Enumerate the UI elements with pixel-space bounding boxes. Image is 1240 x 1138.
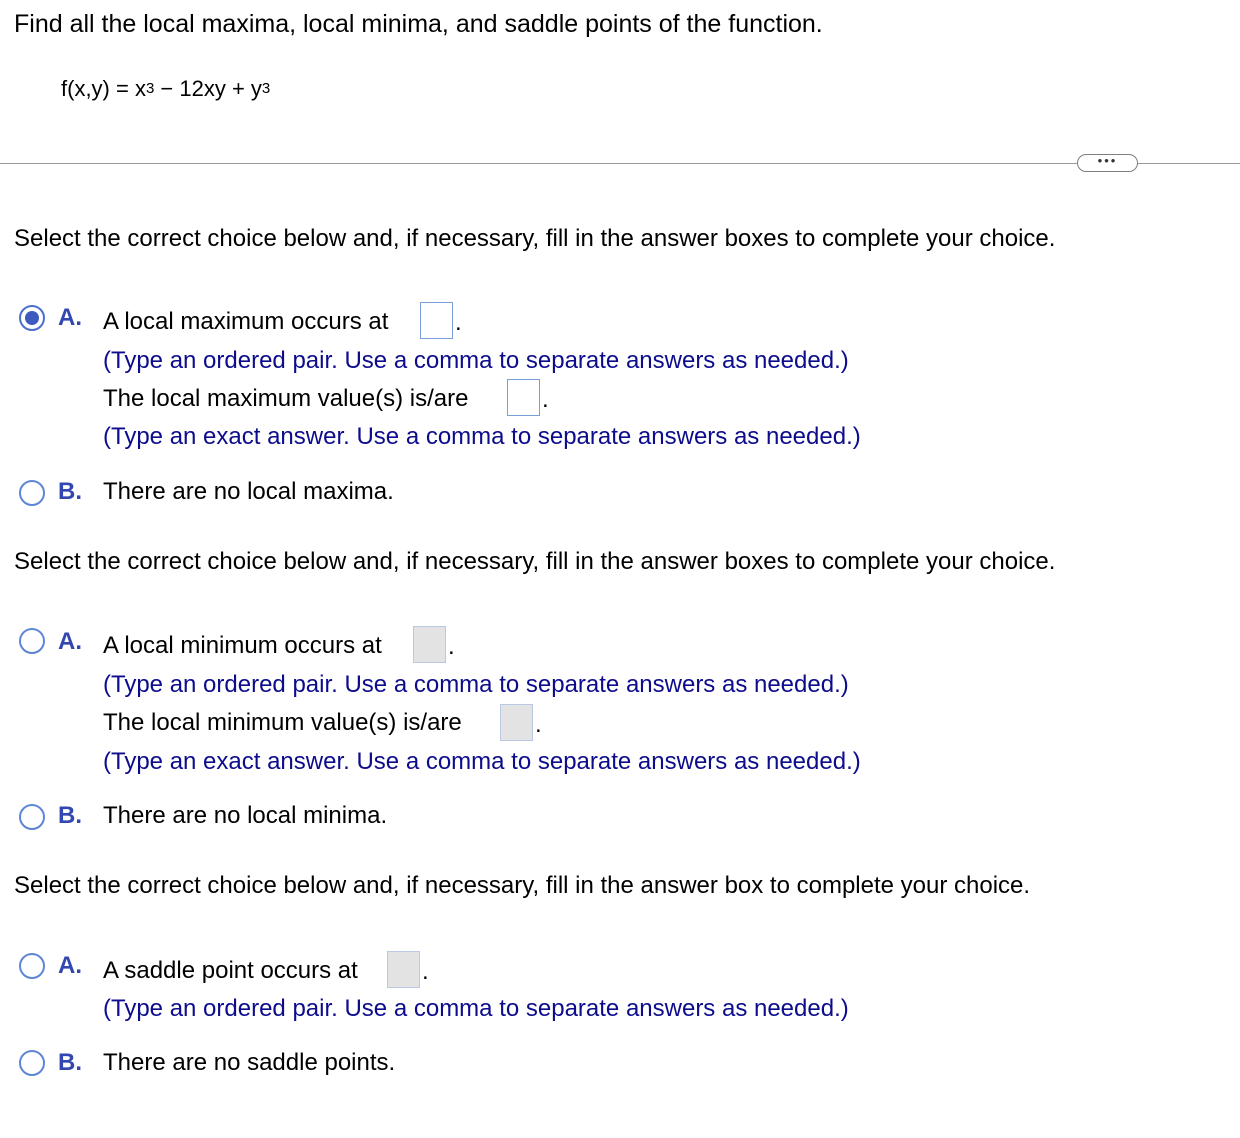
minima-b-text: There are no local minima.: [103, 802, 388, 829]
choice-letter-maxima-a: A.: [58, 304, 82, 331]
choice-letter-minima-a: A.: [58, 628, 82, 655]
saddle-a-hint1: (Type an ordered pair. Use a comma to separate answers as needed.): [103, 995, 849, 1022]
local-max-value-input[interactable]: [507, 379, 540, 416]
maxima-a-hint1: (Type an ordered pair. Use a comma to separate answers as needed.): [103, 347, 849, 374]
period: .: [448, 633, 455, 660]
instruction-minima: Select the correct choice below and, if necessary, fill in the answer boxes to complete your choice.: [14, 548, 1056, 575]
period: .: [422, 958, 429, 985]
period: .: [542, 386, 549, 413]
maxima-b-text: There are no local maxima.: [103, 478, 394, 505]
radio-minima-b[interactable]: [19, 804, 45, 830]
choice-letter-minima-b: B.: [58, 802, 82, 829]
maxima-a-hint2: (Type an exact answer. Use a comma to separate answers as needed.): [103, 423, 861, 450]
radio-maxima-a[interactable]: [19, 305, 45, 331]
maxima-a-line1: A local maximum occurs at: [103, 308, 389, 335]
question-text: Find all the local maxima, local minima, and saddle points of the function.: [14, 10, 823, 38]
radio-maxima-b[interactable]: [19, 480, 45, 506]
minima-a-hint1: (Type an ordered pair. Use a comma to separate answers as needed.): [103, 671, 849, 698]
minima-a-line1: A local minimum occurs at: [103, 632, 382, 659]
formula-prefix: f(x,y) = x: [61, 76, 146, 101]
period: .: [455, 309, 462, 336]
function-formula: [61, 74, 270, 104]
period: .: [535, 711, 542, 738]
formula-exponent-x: 3: [145, 80, 155, 97]
divider: [0, 163, 1240, 164]
minima-a-line2: The local minimum value(s) is/are: [103, 709, 462, 736]
local-max-point-input[interactable]: [420, 302, 453, 339]
radio-minima-a[interactable]: [19, 628, 45, 654]
radio-saddle-a[interactable]: [19, 953, 45, 979]
local-min-value-input[interactable]: [500, 704, 533, 741]
choice-letter-maxima-b: B.: [58, 478, 82, 505]
choice-letter-saddle-a: A.: [58, 952, 82, 979]
more-options-button[interactable]: •••: [1077, 154, 1138, 172]
formula-middle: − 12xy + y: [154, 76, 262, 101]
instruction-saddle: Select the correct choice below and, if necessary, fill in the answer box to complete your choice.: [14, 872, 1031, 899]
formula-exponent-y: 3: [261, 80, 271, 97]
saddle-a-line1: A saddle point occurs at: [103, 957, 358, 984]
radio-saddle-b[interactable]: [19, 1050, 45, 1076]
saddle-point-input[interactable]: [387, 951, 420, 988]
saddle-b-text: There are no saddle points.: [103, 1049, 396, 1076]
choice-letter-saddle-b: B.: [58, 1049, 82, 1076]
minima-a-hint2: (Type an exact answer. Use a comma to separate answers as needed.): [103, 748, 861, 775]
local-min-point-input[interactable]: [413, 626, 446, 663]
maxima-a-line2: The local maximum value(s) is/are: [103, 385, 469, 412]
instruction-maxima: Select the correct choice below and, if necessary, fill in the answer boxes to complete your choice.: [14, 225, 1056, 252]
